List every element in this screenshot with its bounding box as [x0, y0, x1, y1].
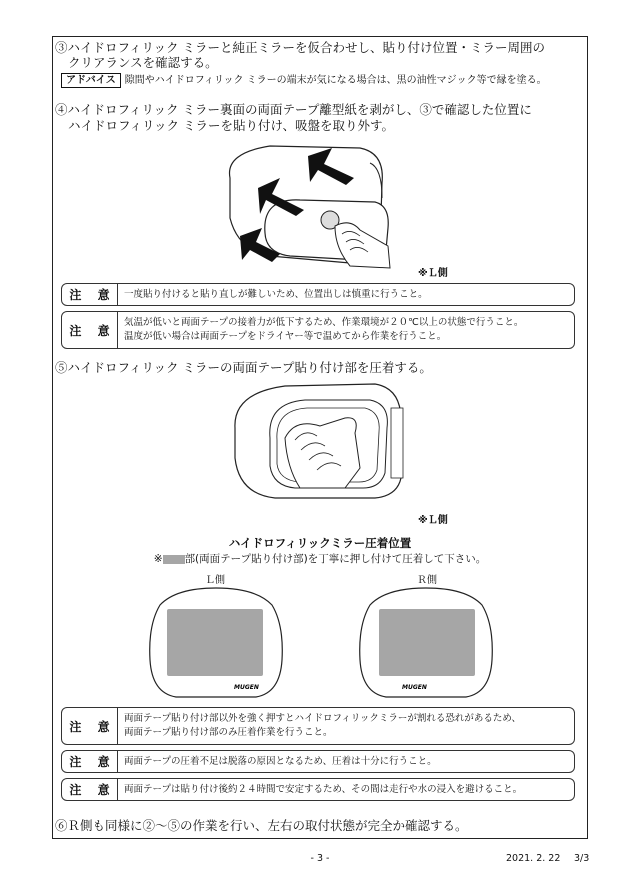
caution-line: 両面テープ貼り付け部のみ圧着作業を行うこと。 [124, 727, 333, 738]
caution-box-3 [61, 707, 575, 745]
caution-label: 注 意 [62, 312, 118, 348]
press-area [379, 609, 475, 676]
caution-label: 注 意 [62, 708, 118, 744]
left-mirror-outline [146, 585, 286, 702]
mugen-logo: MUGEN [234, 684, 259, 691]
mugen-logo: MUGEN [402, 684, 427, 691]
caution-line: 気温が低いと両面テープの接着力が低下するため、作業環境が２０℃以上の状態で行うこと。 [124, 317, 524, 328]
press-title: ハイドロフィリックミラー圧着位置 [228, 536, 412, 550]
step3-line1: ③ハイドロフィリック ミラーと純正ミラーを仮合わせし、貼り付け位置・ミラー周囲の [55, 40, 545, 55]
press-area [167, 609, 263, 676]
step4-line1: ④ハイドロフィリック ミラー裏面の両面テープ離型紙を剥がし、③で確認した位置に [55, 102, 532, 117]
caution-text [118, 316, 523, 344]
caution-line: 一度貼り付けると貼り直しが難しいため、位置出しは慎重に行うこと。 [124, 288, 428, 300]
caution-label: 注 意 [62, 284, 118, 305]
caution-box-5 [61, 778, 575, 801]
advice-text: 隙間やハイドロフィリック ミラーの端末が気になる場合は、黒の油性マジック等で縁を塗る。 [124, 75, 547, 86]
caution-line: 両面テープ貼り付け部以外を強く押すとハイドロフィリックミラーが割れる恐れがあるため、 [124, 713, 522, 724]
advice-row [61, 71, 547, 88]
figure1-caption: ※Ｌ側 [418, 268, 448, 279]
caution-label: 注 意 [62, 779, 118, 800]
step4-line2: ハイドロフィリック ミラーを貼り付け、吸盤を取り外す。 [68, 118, 394, 133]
caution-text [118, 712, 521, 740]
figure2-caption: ※Ｌ側 [418, 515, 448, 526]
revision-date: 2021. 2. 22 [506, 853, 561, 864]
step5-line1: ⑤ハイドロフィリック ミラーの両面テープ貼り付け部を圧着する。 [55, 360, 432, 375]
caution-line: 温度が低い場合は両面テープをドライヤー等で温めてから作業を行うこと。 [124, 331, 447, 342]
mirror-attach-illustration [210, 138, 410, 273]
caution-label: 注 意 [62, 751, 118, 772]
caution-box-4 [61, 750, 575, 773]
caution-box-1 [61, 283, 575, 306]
right-mirror-outline [356, 585, 496, 702]
caution-text [118, 288, 428, 302]
step6-line1: ⑥Ｒ側も同様に②～⑤の作業を行い、左右の取付状態が完全か確認する。 [55, 818, 468, 833]
press-note-text: 部(両面テープ貼り付け部)を丁寧に押し付けて圧着して下さい。 [184, 553, 487, 565]
mirror-press-illustration [225, 378, 415, 508]
press-note-prefix: ※ [153, 553, 163, 565]
caution-line: 両面テープは貼り付け後約２４時間で安定するため、その間は走行や水の浸入を避けること。 [124, 783, 523, 795]
advice-badge: アドバイス [61, 73, 121, 88]
page-number: - 3 - [310, 853, 330, 864]
caution-text [118, 783, 522, 797]
left-side-label: Ｌ側 [205, 575, 225, 586]
press-swatch [163, 555, 185, 564]
right-side-label: Ｒ側 [417, 575, 437, 586]
caution-box-2 [61, 311, 575, 349]
sheet-count: 3/3 [574, 853, 590, 864]
caution-line: 両面テープの圧着不足は脱落の原因となるため、圧着は十分に行うこと。 [124, 755, 437, 767]
step3-line2: クリアランスを確認する。 [68, 55, 218, 70]
press-note [0, 551, 640, 566]
caution-text [118, 755, 437, 769]
